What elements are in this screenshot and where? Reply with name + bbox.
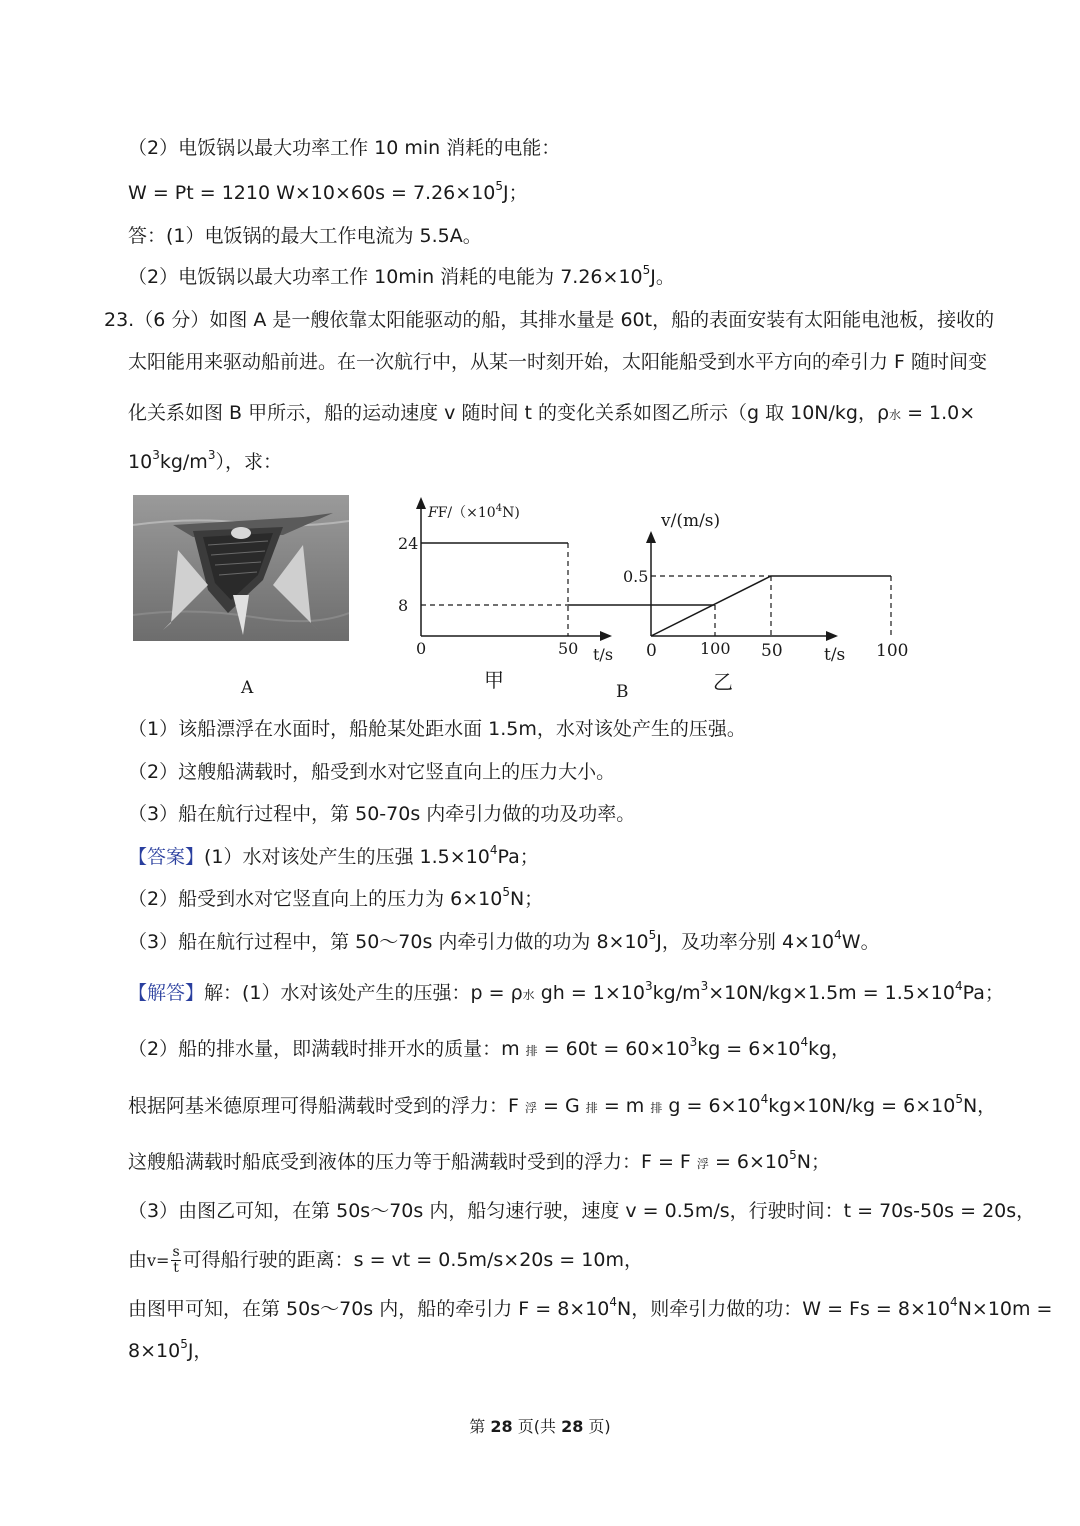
jia-xlabel: t/s xyxy=(593,645,614,664)
solution-3: 根据阿基米德原理可得船满载时受到的浮力：F 浮 = G 排 = m 排 $g = 6\times 10^4kg\times 10N/kg = 6\times 10^5N$， xyxy=(128,1092,997,1117)
line-1: （2）电饭锅以最大功率工作 10 min 消耗的电能： xyxy=(128,137,561,159)
fraction-s-over-t: $\frac{s}{t}$ xyxy=(172,1244,180,1276)
page-footer: 第 28 页(共 28 页) xyxy=(469,1417,611,1436)
yi-series-line xyxy=(651,576,891,636)
solution-8: $8\times 10^5J$， xyxy=(128,1337,213,1362)
jia-xtick-100: 100 xyxy=(700,639,731,658)
yi-xtick-0: 0 xyxy=(646,641,657,661)
yi-x-arrow xyxy=(826,631,838,641)
solution-5: （3）由图乙可知，在第 50s～70s 内，船匀速行驶，速度 v = 0.5m/s，行驶时间：t = 70s-50s = 20s， xyxy=(128,1200,1036,1222)
line-2: W = Pt = 1210 $W\times 10\times 60s = 7.26\times 10^5J$； xyxy=(128,179,528,204)
jia-ylabel: $FF/(\times 10^4N)$ xyxy=(428,503,520,521)
yi-xtick-50: 50 xyxy=(761,641,783,661)
yi-y-arrow xyxy=(646,531,656,543)
label-jia: 甲 xyxy=(484,668,504,692)
solar-boat-photo xyxy=(133,495,349,641)
answer-1: 【答案】(1）水对该处产生的压强 $1.5\times 10^4Pa$； xyxy=(128,843,539,868)
jia-x-arrow xyxy=(600,631,612,641)
jia-ytick-8: 8 xyxy=(398,596,409,615)
solution-1: 【解答】解：(1）水对该处产生的压强：p = ρ水 gh = $1\times 10^3kg/m^3\times 10N/kg\times 1.5m = 1.5\times 10^4Pa$； xyxy=(128,979,1004,1004)
solution-6: 由v= $\frac{s}{t}$ 可得船行驶的距离：s = vt = 0.5m/s×20s = 10m， xyxy=(128,1244,643,1276)
question-line-4: $10^3kg/m^3$），求： xyxy=(128,448,282,473)
answer-3: （3）船在航行过程中，第 50～70s 内牵引力做的功为 $8\times 10^5J$，及功率分别 $4\times 10^4W$。 xyxy=(128,928,880,953)
solution-2: （2）船的排水量，即满载时排开水的质量：m 排 = $60t = 60\times 10^3kg = 6\times 10^4kg$， xyxy=(128,1035,851,1060)
subq-1: （1）该船漂浮在水面时，船舱某处距水面 1.5m，水对该处产生的压强。 xyxy=(128,718,746,740)
line-3: 答：(1）电饭锅的最大工作电流为 5.5A。 xyxy=(128,225,482,247)
yi-xlabel: t/s xyxy=(824,645,846,665)
subq-2: （2）这艘船满载时，船受到水对它竖直向上的压力大小。 xyxy=(128,761,616,783)
solution-7: 由图甲可知，在第 50s～70s 内，船的牵引力 $F = 8\times 10^4N$，则牵引力做的功：$W = Fs = 8\times 10^4N\times 10m$ = xyxy=(128,1295,1053,1320)
yi-ytick-0.5: 0.5 xyxy=(623,567,649,586)
label-B: B xyxy=(616,682,629,702)
jia-ytick-24: 24 xyxy=(398,534,419,553)
question-line-1: 23.（6 分）如图 A 是一艘依靠太阳能驱动的船，其排水量是 60t，船的表面安装有太阳能电池板，接收的 xyxy=(104,309,995,331)
question-line-2: 太阳能用来驱动船前进。在一次航行中，从某一时刻开始，太阳能船受到水平方向的牵引力 F 随时间变 xyxy=(128,351,988,373)
yi-ylabel: v/(m/s) xyxy=(661,511,721,531)
label-yi: 乙 xyxy=(713,670,733,694)
jia-xtick-50: 50 xyxy=(558,639,579,658)
line-4: （2）电饭锅以最大功率工作 10min 消耗的电能为 $7.26\times 10^5J$。 xyxy=(128,263,675,288)
solution-4: 这艘船满载时船底受到液体的压力等于船满载时受到的浮力：F = F 浮 = $6\times 10^5N$； xyxy=(128,1148,830,1173)
label-A: A xyxy=(241,678,254,698)
jia-xtick-0: 0 xyxy=(416,639,427,658)
answer-2: （2）船受到水对它竖直向上的压力为 $6\times 10^5N$； xyxy=(128,885,544,910)
yi-xtick-100: 100 xyxy=(876,641,909,661)
question-line-3: 化关系如图 B 甲所示，船的运动速度 v 随时间 t 的变化关系如图乙所示（g 取 10N/kg，ρ水 = 1.0× xyxy=(128,402,976,424)
subq-3: （3）船在航行过程中，第 50-70s 内牵引力做的功及功率。 xyxy=(128,803,636,825)
jia-y-arrow xyxy=(416,497,426,509)
